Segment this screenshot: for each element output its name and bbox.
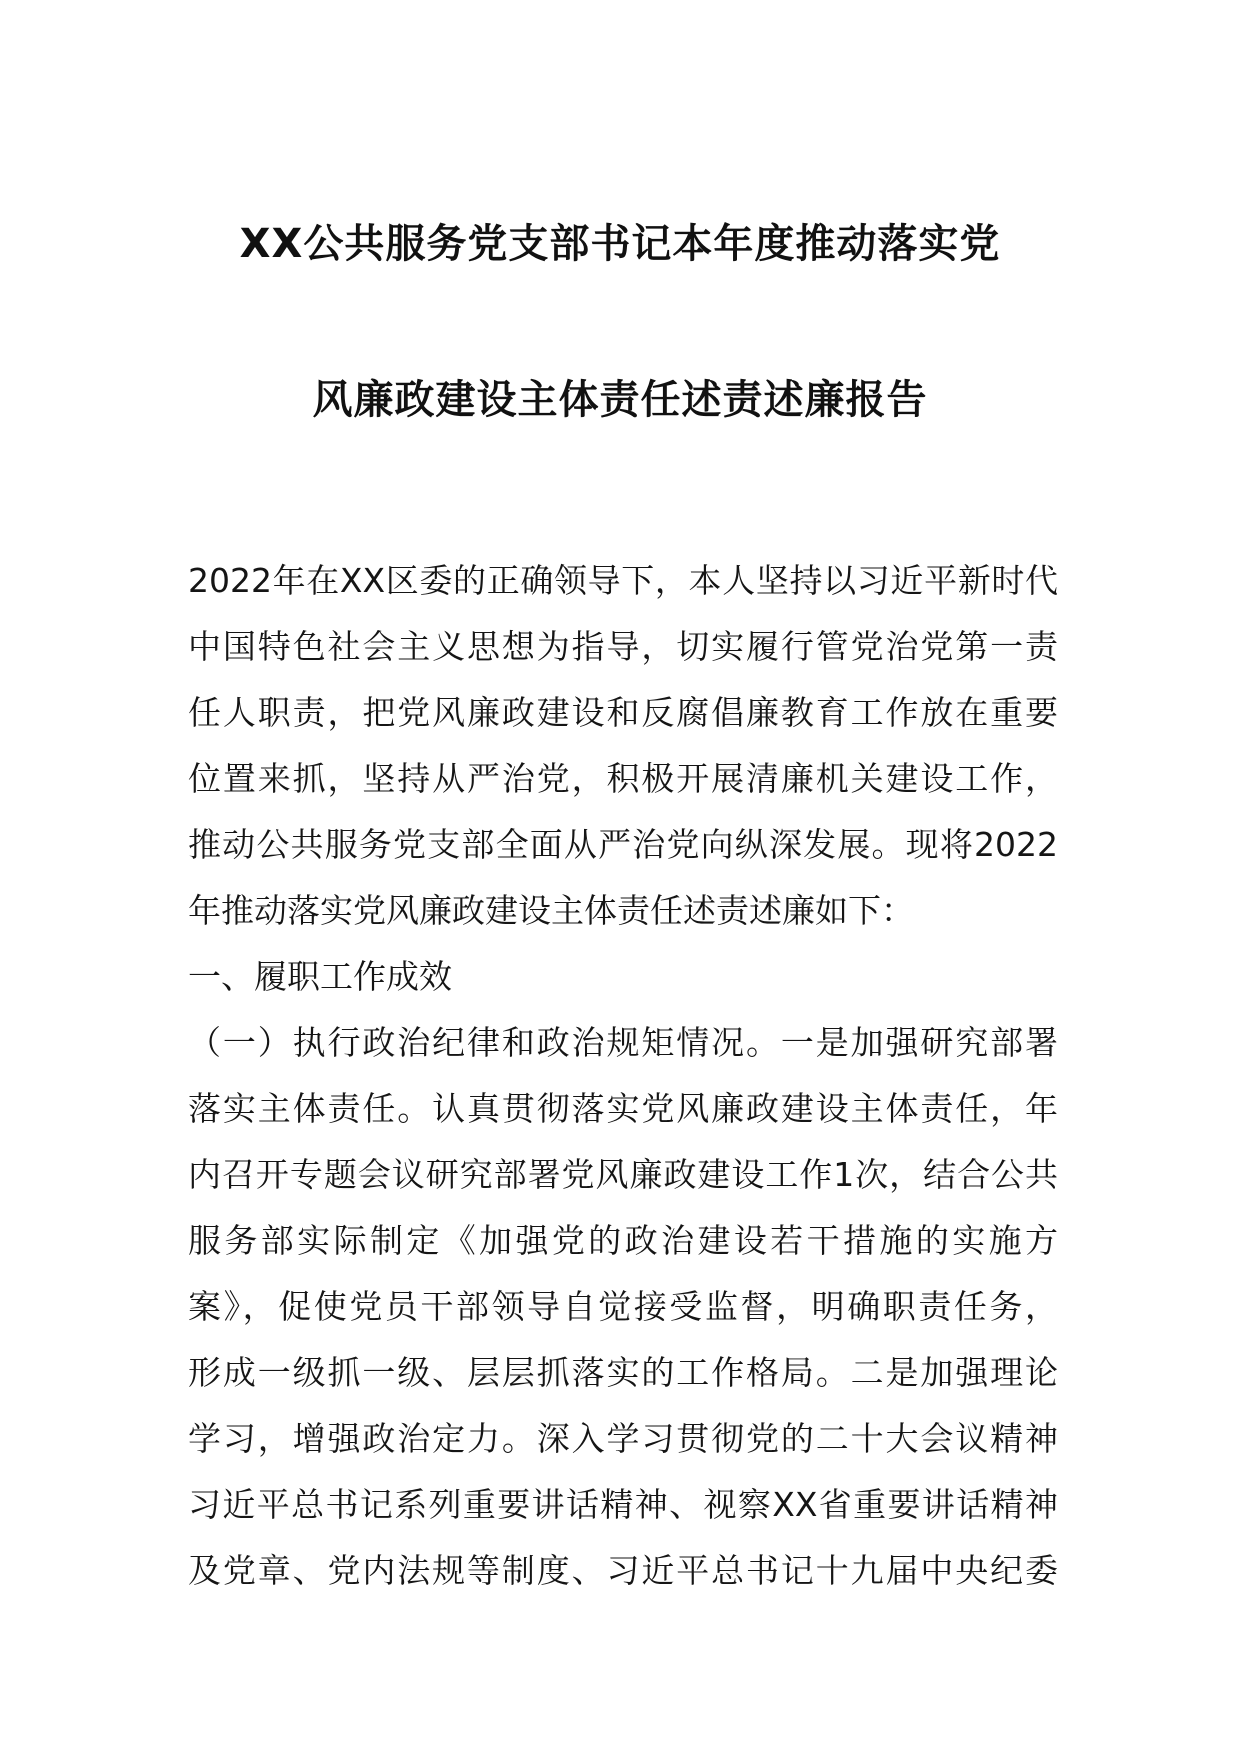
document-body xyxy=(188,548,1058,1604)
body-line: 中国特色社会主义思想为指导，切实履行管党治党第一责 xyxy=(188,627,1058,666)
body-line: 学习，增强政治定力。深入学习贯彻党的二十大会议精神 xyxy=(188,1419,1058,1458)
body-line: 案》，促使党员干部领导自觉接受监督，明确职责任务， xyxy=(188,1287,1058,1326)
body-line: 内召开专题会议研究部署党风廉政建设工作1次，结合公共 xyxy=(188,1155,1058,1194)
body-line: 2022年在XX区委的正确领导下，本人坚持以习近平新时代 xyxy=(188,561,1058,600)
section-heading: 一、履职工作成效 xyxy=(188,957,452,996)
body-line: 及党章、党内法规等制度、习近平总书记十九届中央纪委 xyxy=(188,1551,1058,1590)
body-line: 推动公共服务党支部全面从严治党向纵深发展。现将2022 xyxy=(188,825,1058,864)
document-title-line-1: XX公共服务党支部书记本年度推动落实党 xyxy=(239,221,1001,267)
body-line: 任人职责，把党风廉政建设和反腐倡廉教育工作放在重要 xyxy=(188,693,1058,732)
body-line: 位置来抓，坚持从严治党，积极开展清廉机关建设工作， xyxy=(188,759,1058,798)
body-line: 年推动落实党风廉政建设主体责任述责述廉如下： xyxy=(188,891,914,930)
body-line: 习近平总书记系列重要讲话精神、视察XX省重要讲话精神 xyxy=(188,1485,1058,1524)
body-line: 服务部实际制定《加强党的政治建设若干措施的实施方 xyxy=(188,1221,1058,1260)
body-line: （一）执行政治纪律和政治规矩情况。一是加强研究部署 xyxy=(188,1023,1058,1062)
body-line: 形成一级抓一级、层层抓落实的工作格局。二是加强理论 xyxy=(188,1353,1058,1392)
document-title-line-2: 风廉政建设主体责任述责述廉报告 xyxy=(312,377,928,423)
body-line: 落实主体责任。认真贯彻落实党风廉政建设主体责任，年 xyxy=(188,1089,1058,1128)
